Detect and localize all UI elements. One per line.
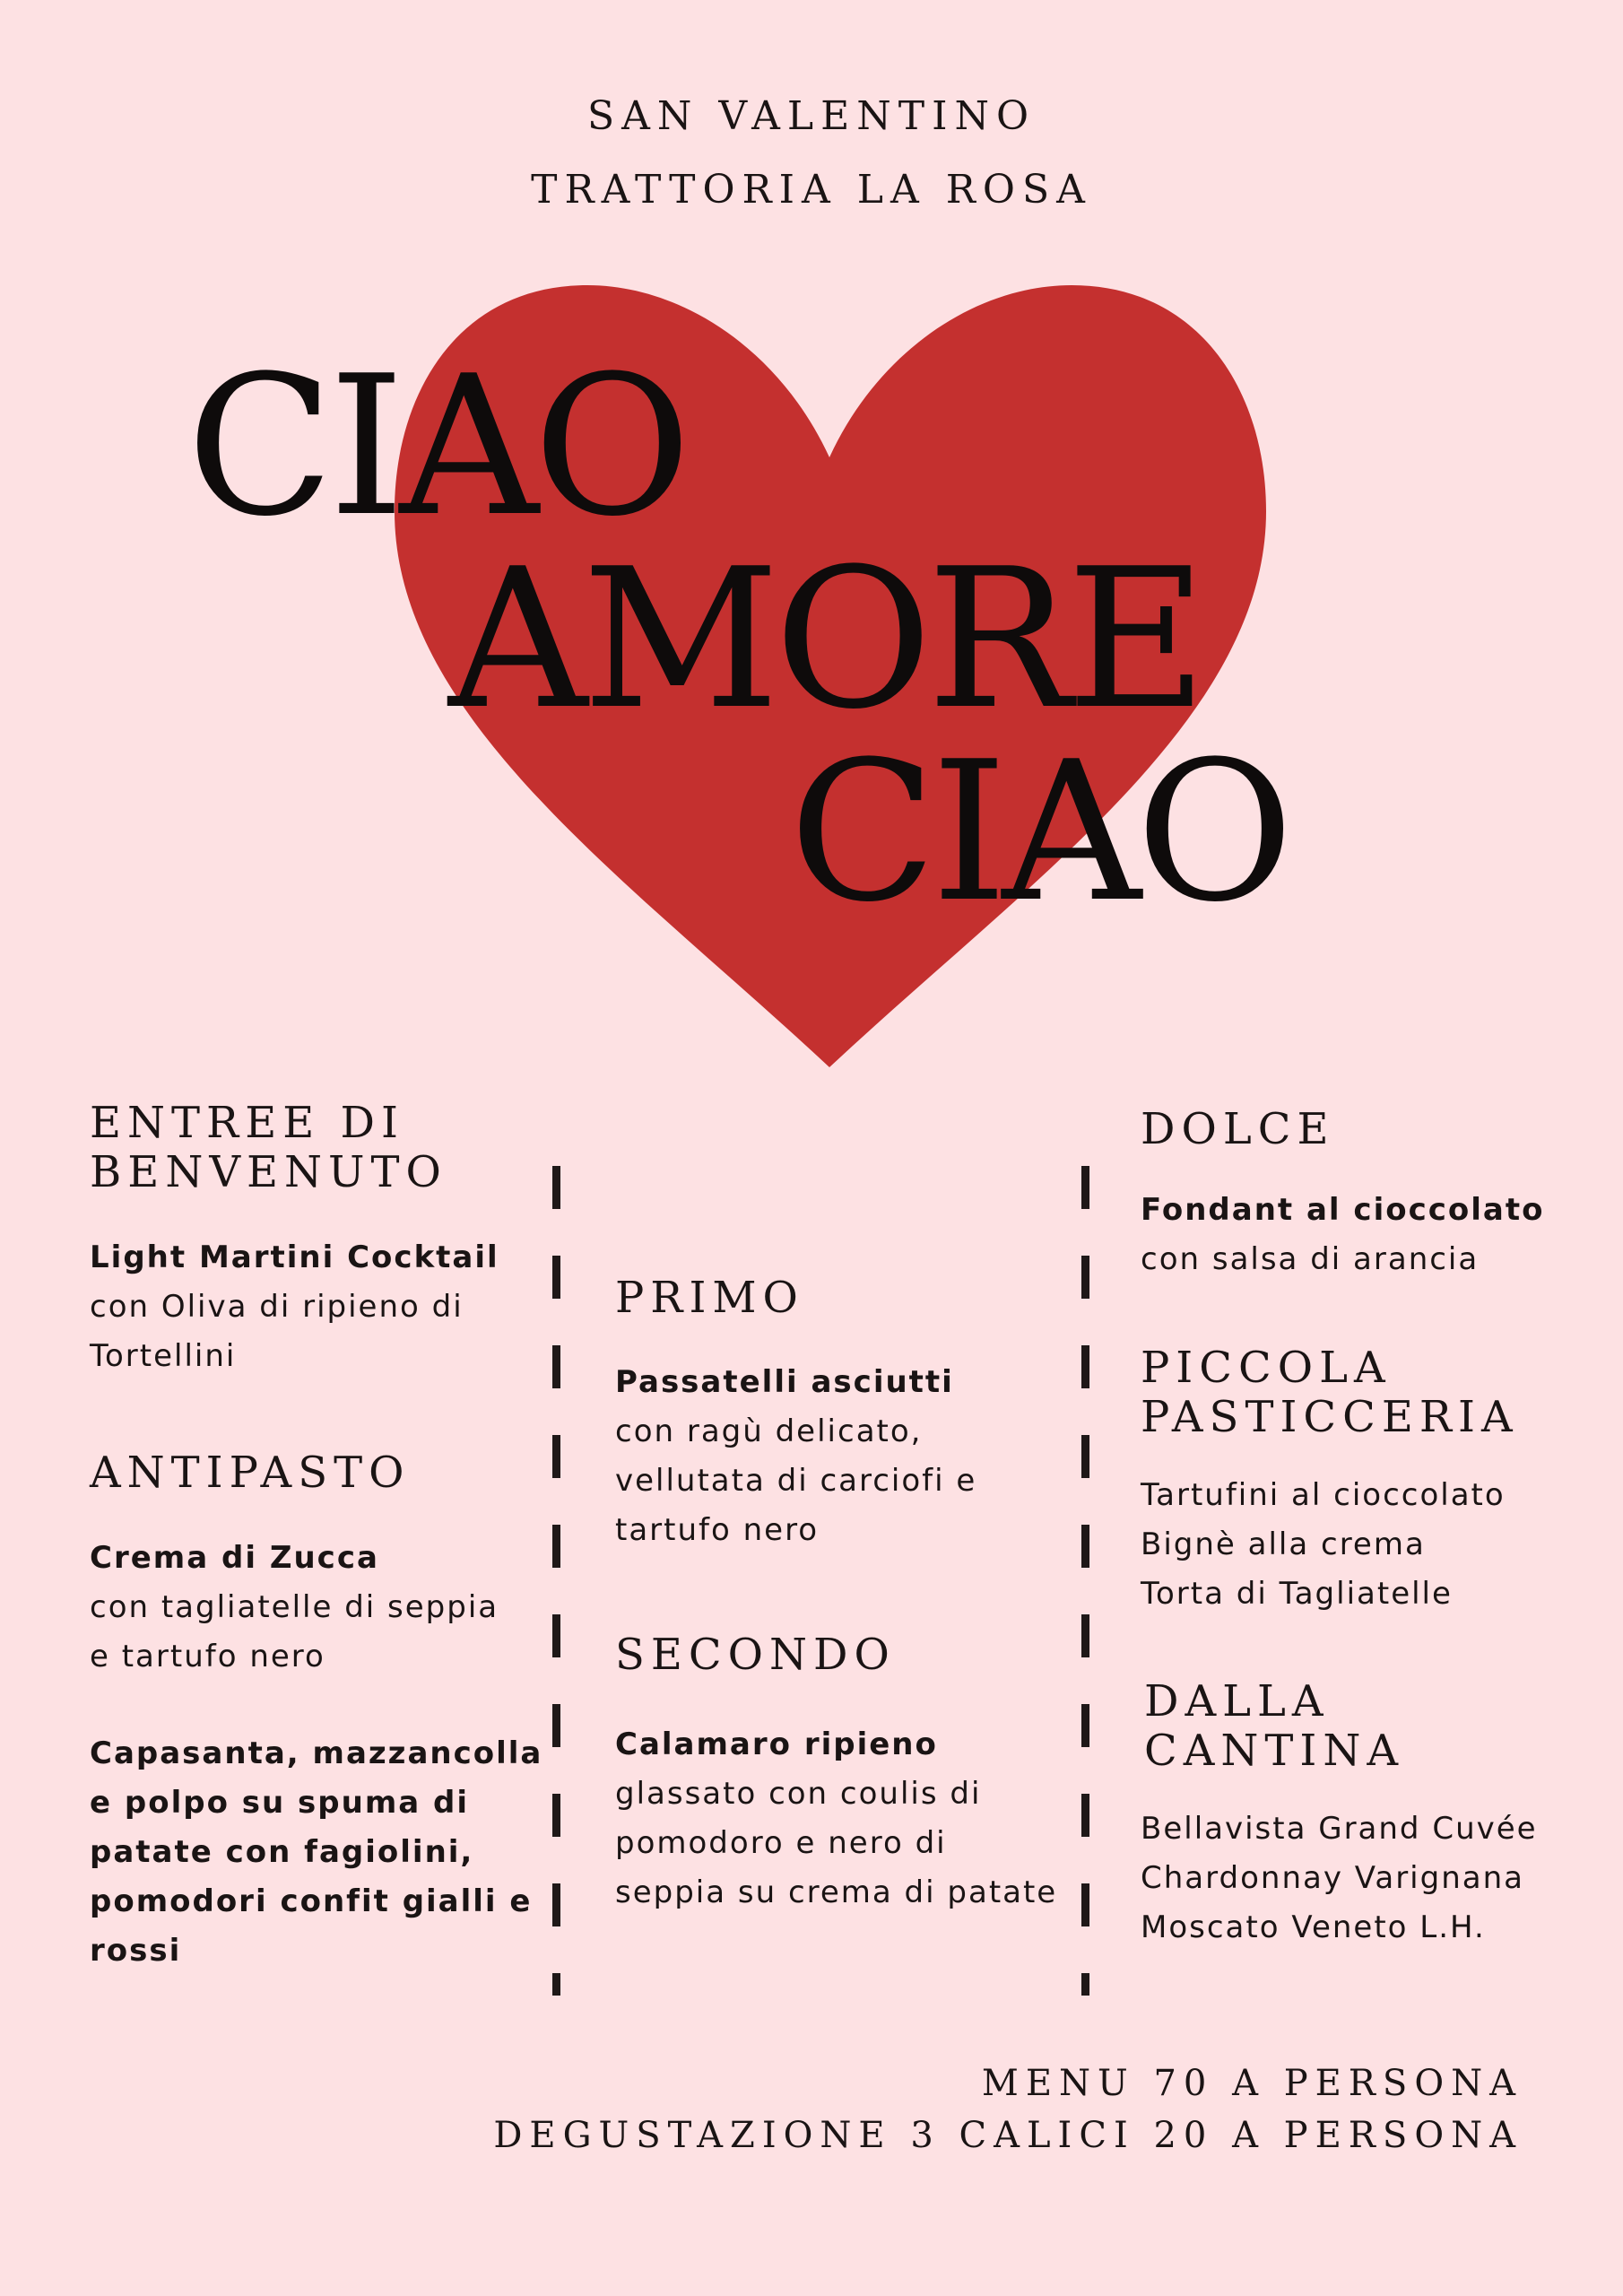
hero-word-ciao-bottom: CIAO [789,719,1289,944]
antipasto-2-line-3: patate con fagiolini, [90,1834,474,1870]
section-title-primo: PRIMO [615,1273,804,1323]
header-event: SAN VALENTINO [586,93,1037,139]
section-title-antipasto: ANTIPASTO [90,1448,411,1498]
pasticceria-description [1141,1471,1506,1619]
dolce-description [1141,1186,1544,1284]
antipasto-2-line-1: Capasanta, mazzancolla [90,1735,543,1771]
hero-word-amore: AMORE [448,526,1202,752]
divider-left [552,1166,560,1996]
antipasto-2 [90,1729,542,1976]
dolce-line-1: con salsa di arancia [1141,1241,1480,1277]
primo-line-2: vellutata di carciofi e [615,1463,977,1499]
cantina-description [1141,1805,1538,1952]
antipasto-2-line-5: rossi [90,1933,182,1969]
cantina-line-3: Moscato Veneto L.H. [1141,1909,1486,1945]
dolce-head: Fondant al cioccolato [1141,1192,1545,1228]
primo-head: Passatelli asciutti [615,1364,954,1400]
secondo-line-1: glassato con coulis di [615,1776,982,1812]
entree-line-1: Light Martini Cocktail [90,1239,499,1275]
cantina-line-1: Bellavista Grand Cuvée [1141,1811,1538,1847]
antipasto-1-line-2: e tartufo nero [90,1639,325,1674]
pasticceria-line-3: Torta di Tagliatelle [1141,1576,1453,1612]
header-restaurant: TRATTORIA LA ROSA [531,167,1092,213]
pasticceria-line-1: Tartufini al cioccolato [1141,1477,1506,1513]
antipasto-1 [90,1534,499,1682]
hero-word-ciao-top: CIAO [187,334,686,559]
section-title-secondo: SECONDO [615,1630,896,1680]
section-title-dolce: DOLCE [1141,1104,1335,1154]
section-title-pasticceria: PICCOLA PASTICCERIA [1141,1343,1519,1443]
antipasto-2-line-4: pomodori confit gialli e [90,1883,533,1919]
antipasto-2-line-2: e polpo su spuma di [90,1785,470,1821]
entree-line-3: Tortellini [90,1338,237,1374]
primo-line-3: tartufo nero [615,1512,820,1548]
antipasto-1-head: Crema di Zucca [90,1540,379,1576]
secondo-line-3: seppia su crema di patate [615,1874,1058,1910]
primo-description [615,1358,976,1555]
antipasto-1-line-1: con tagliatelle di seppia [90,1589,499,1625]
footer-menu-price: MENU 70 A PERSONA [981,2063,1523,2104]
section-title-entree: ENTREE DI BENVENUTO [90,1098,447,1198]
secondo-line-2: pomodoro e nero di [615,1825,947,1861]
footer-tasting-price: DEGUSTAZIONE 3 CALICI 20 A PERSONA [493,2115,1523,2156]
secondo-description [615,1720,1057,1918]
section-title-cantina: DALLA CANTINA [1144,1676,1405,1777]
cantina-line-2: Chardonnay Varignana [1141,1860,1524,1896]
entree-line-2: con Oliva di ripieno di [90,1289,464,1325]
secondo-head: Calamaro ripieno [615,1726,938,1762]
divider-right [1081,1166,1089,1996]
primo-line-1: con ragù delicato, [615,1413,923,1449]
entree-description [90,1233,499,1381]
pasticceria-line-2: Bignè alla crema [1141,1526,1426,1562]
